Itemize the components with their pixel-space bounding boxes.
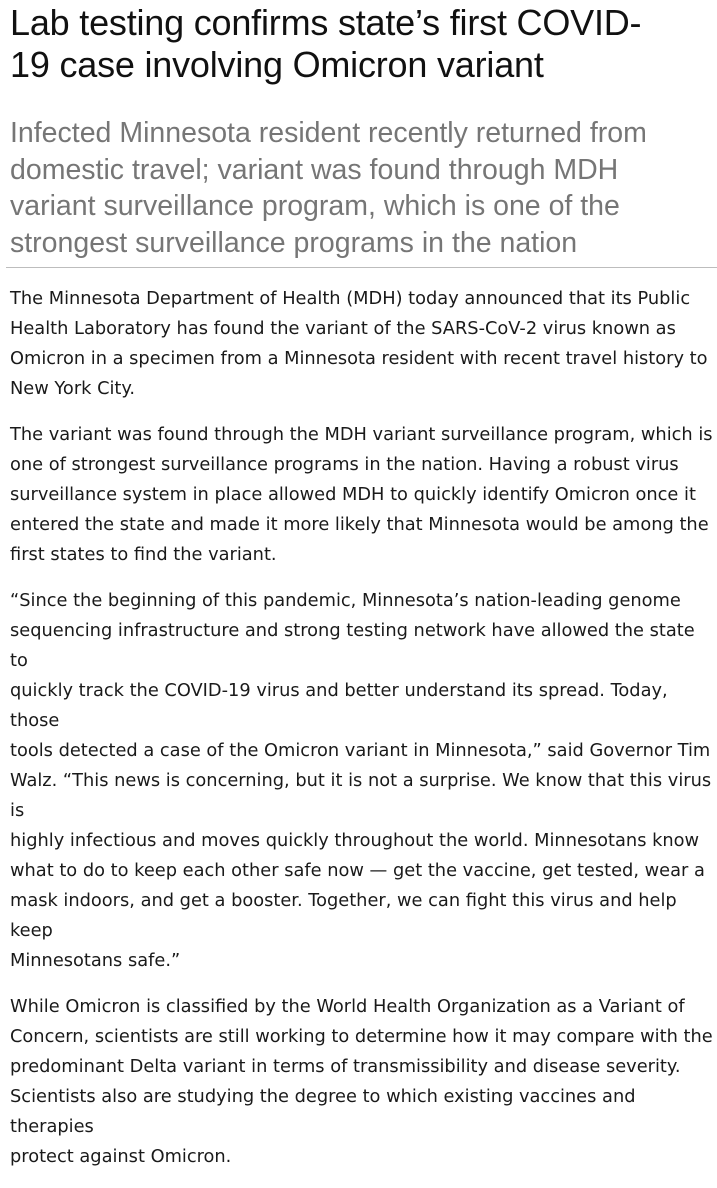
news-article	[10, 0, 717, 1188]
header-divider	[6, 267, 717, 268]
article-headline: Lab testing confirms state’s first COVID- 19 case involving Omicron variant	[10, 2, 642, 85]
article-body	[10, 284, 717, 1172]
article-paragraph: The Minnesota Department of Health (MDH) today announced that its Public Health Laboratory has found the variant of the SARS-CoV-2 virus known as Omicron in a specimen from a Minnesota resident with recent travel history to New York City.	[10, 288, 708, 399]
article-paragraph: While Omicron is classified by the World Health Organization as a Variant of Concern, scientists are still working to determine how it may compare with the predominant Delta variant in terms of transmissibility and disease severity. Scientists also are studying the degree to which existing vaccines and therapies protect against Omicron.	[10, 996, 713, 1167]
article-subheadline: Infected Minnesota resident recently returned from domestic travel; variant was found through MDH variant surveillance program, which is one of the strongest surveillance programs in the nation	[10, 117, 647, 259]
article-paragraph: The variant was found through the MDH variant surveillance program, which is one of strongest surveillance programs in the nation. Having a robust virus surveillance system in place allowed MDH to quickly identify Omicron once it entered the state and made it more likely that Minnesota would be among the first states to find the variant.	[10, 424, 713, 565]
article-paragraph: “Since the beginning of this pandemic, Minnesota’s nation-leading genome sequencing infrastructure and strong testing network have allowed the state to quickly track the COVID-19 virus and better understand its spread. Today, those tools detected a case of the Omicron variant in Minnesota,” said Governor Tim Walz. “This news is concerning, but it is not a surprise. We know that this virus is highly infectious and moves quickly throughout the world. Minnesotans know what to do to keep each other safe now — get the vaccine, get tested, wear a mask indoors, and get a booster. Together, we can fight this virus and help keep Minnesotans safe.”	[10, 590, 712, 971]
